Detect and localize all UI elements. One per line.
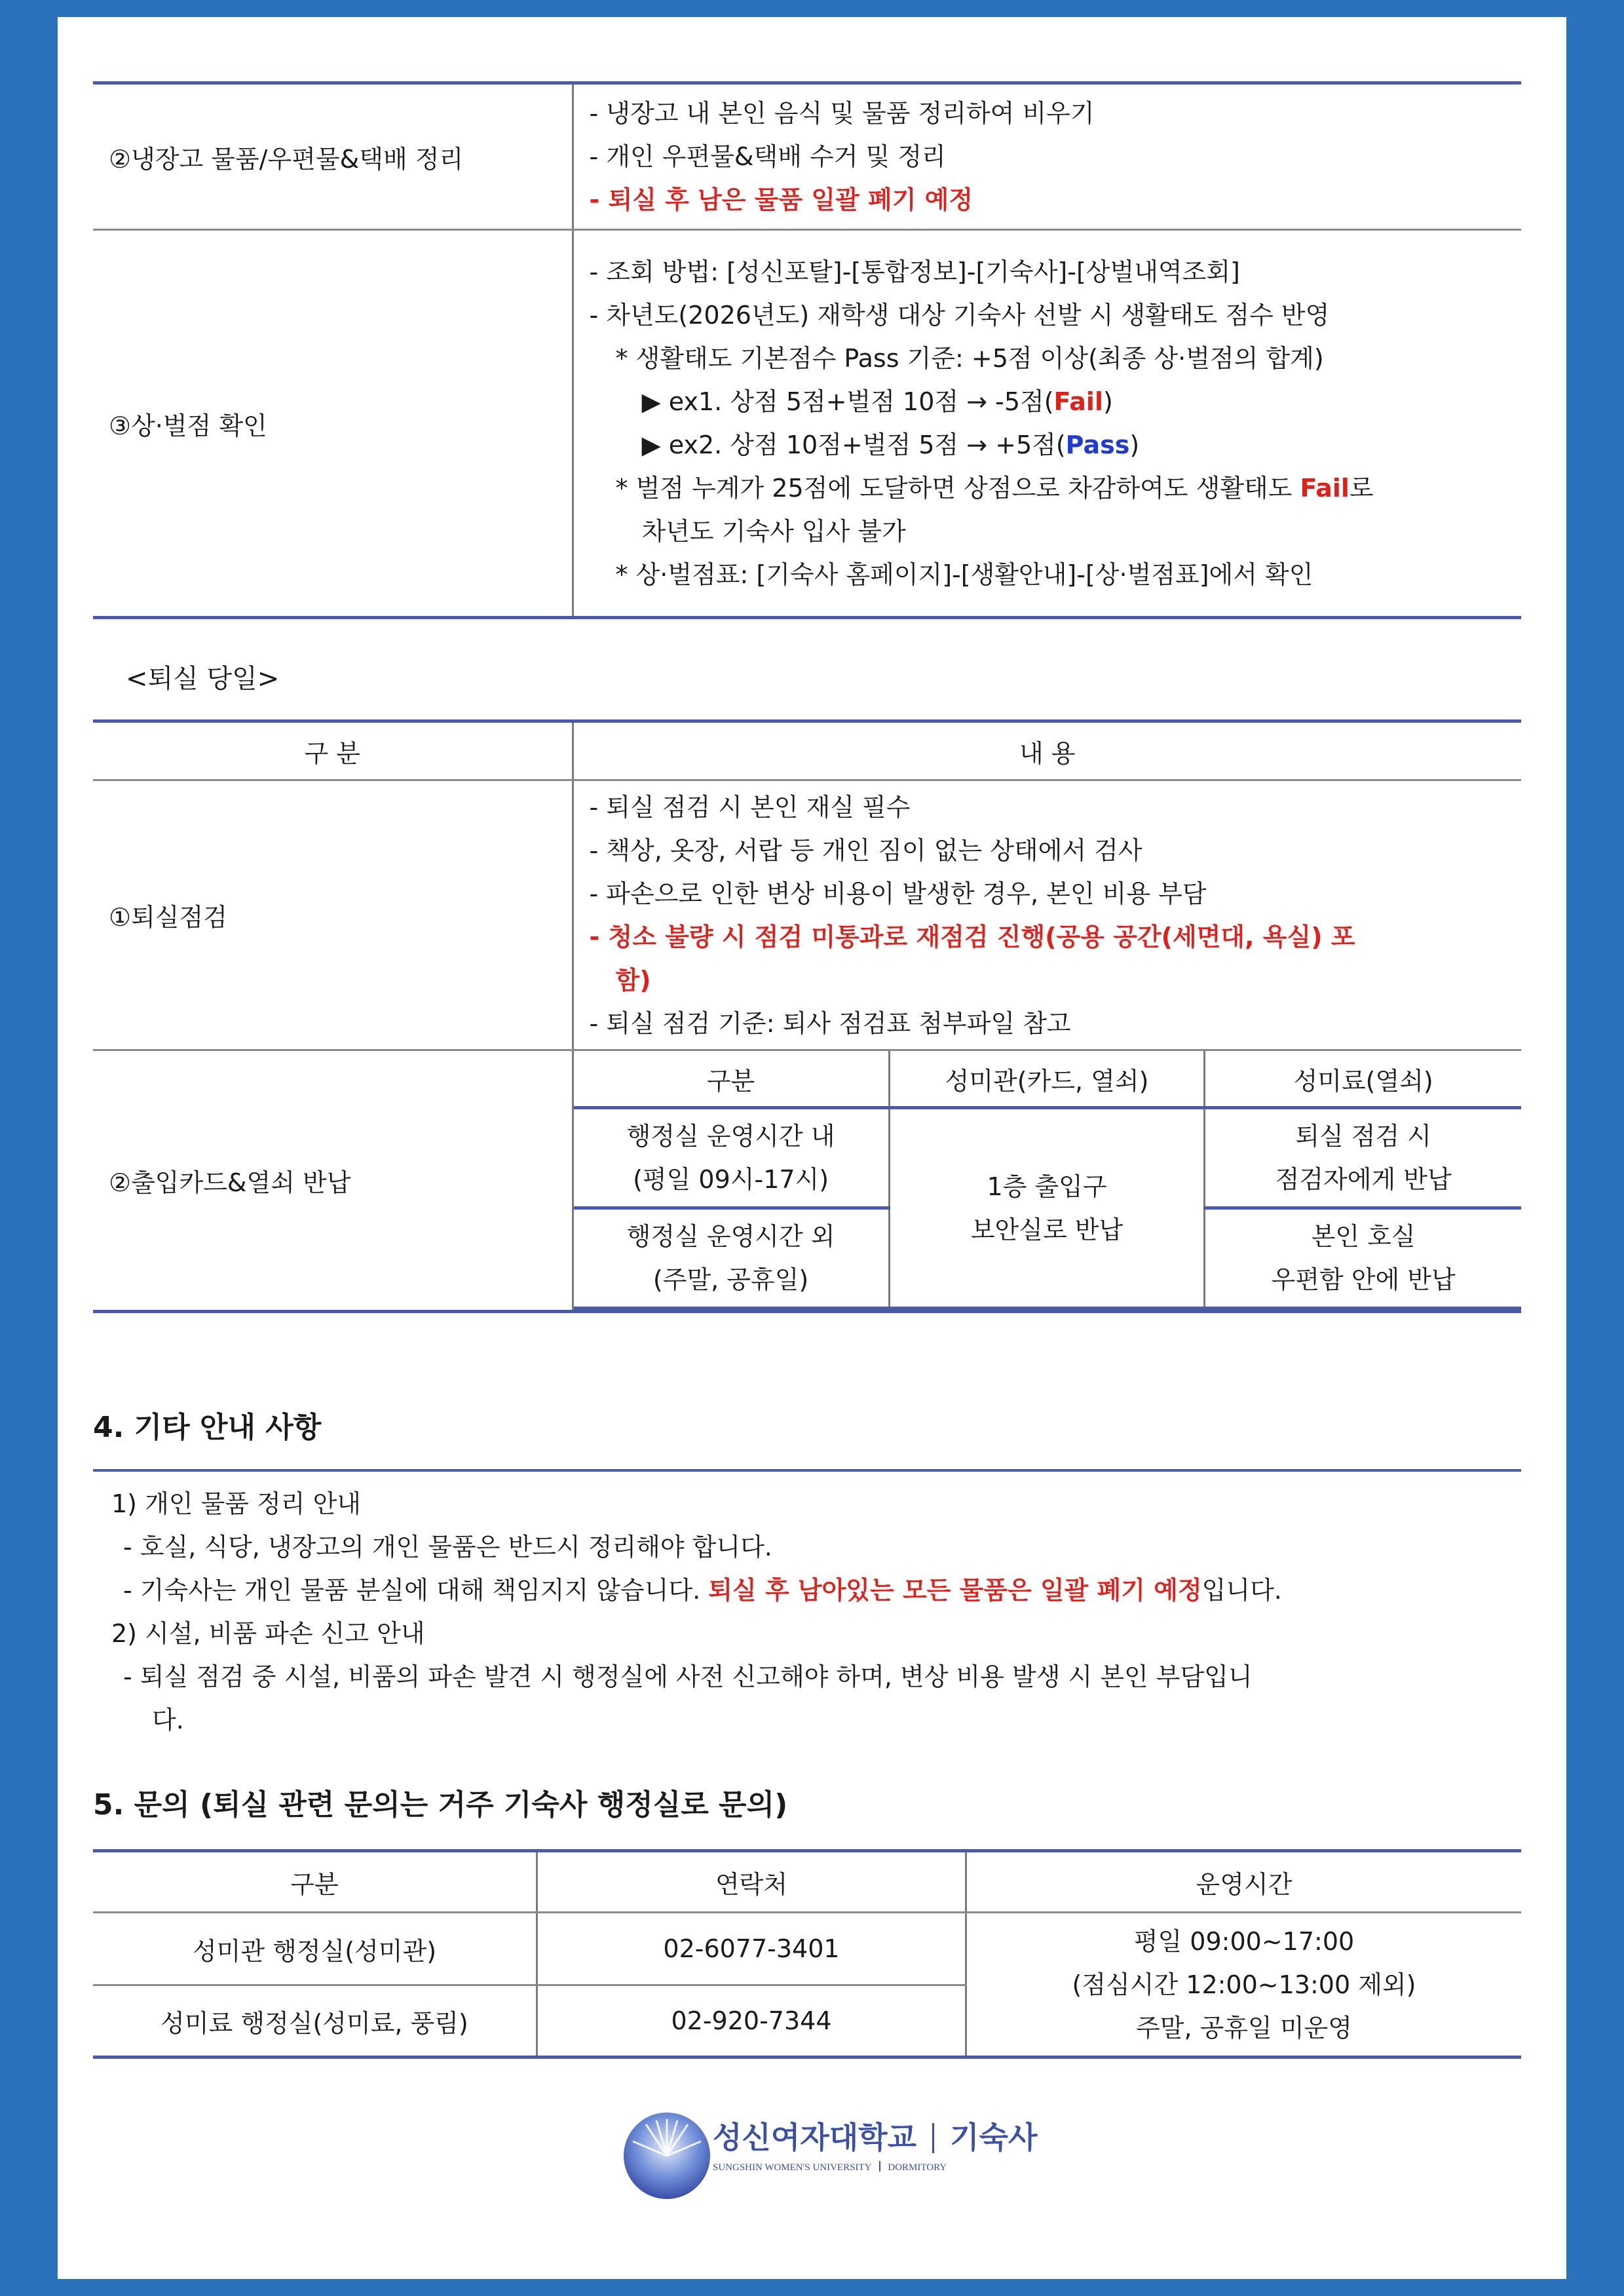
seongmi-gwan-cell: [889, 1108, 1205, 1309]
notice-heading: 1) 개인 물품 정리 안내: [111, 1489, 361, 1518]
table-header-row: [93, 1851, 1521, 1913]
return-subtable: [574, 1051, 1522, 1310]
text-span: ): [1103, 387, 1113, 416]
text-span: 로: [1349, 474, 1374, 503]
table-row: [574, 1108, 1522, 1208]
section-divider: [93, 1469, 1521, 1472]
logo-divider: [932, 2123, 934, 2153]
row-content: [573, 83, 1521, 230]
table-row: [93, 1050, 1521, 1312]
list-item: [590, 467, 1522, 510]
table-row: [93, 230, 1521, 618]
university-logo: [614, 2113, 1038, 2198]
list-item: * 생활태도 기본점수 Pass 기준: +5점 이상(최종 상·벌점의 합계): [615, 344, 1324, 373]
cell-line: 우편함 안에 반납: [1271, 1265, 1456, 1294]
logo-name-en: SUNGSHIN WOMEN'S UNIVERSITY: [713, 2162, 871, 2173]
checkout-day-table: [93, 719, 1521, 1313]
list-item: - 책상, 옷장, 서랍 등 개인 짐이 없는 상태에서 검사: [589, 835, 1142, 865]
list-item: - 개인 우편물&택배 수거 및 정리: [589, 142, 946, 171]
cell-line: 보안실로 반납: [970, 1215, 1124, 1244]
office-hours: [966, 1913, 1522, 2057]
list-item: - 퇴실 점검 시 본인 재실 필수: [589, 792, 911, 822]
section-4-title: 4. 기타 안내 사항: [93, 1411, 322, 1444]
logo-text: [713, 2114, 1037, 2157]
logo-dept-en: DORMITORY: [888, 2162, 947, 2173]
cell-line: 점검자에게 반납: [1275, 1165, 1452, 1194]
cell-line: 주말, 공휴일 미운영: [1136, 2013, 1352, 2042]
pre-checkout-table: [93, 81, 1521, 619]
cell-line: 행정실 운영시간 외: [626, 1222, 835, 1251]
contact-table: [93, 1849, 1521, 2059]
row-label: ①퇴실점검: [93, 780, 573, 1050]
in-hours-cell: [574, 1108, 890, 1208]
fail-mark: Fail: [1053, 387, 1103, 416]
text-span: ▶ ex2. 상점 10점+벌점 5점 → +5점(: [641, 430, 1066, 459]
out-hours-ryo-cell: [1205, 1208, 1521, 1309]
column-header: 운영시간: [966, 1851, 1522, 1913]
warning-item: 함): [615, 965, 651, 995]
list-item: [590, 380, 1522, 423]
return-subtable-cell: [573, 1050, 1521, 1312]
cell-line: 평일 09:00~17:00: [1133, 1926, 1355, 1956]
text-span: - 기숙사는 개인 물품 분실에 대해 책임지지 않습니다.: [123, 1576, 709, 1605]
cell-line: 본인 호실: [1311, 1222, 1416, 1251]
section-5-title: 5. 문의 (퇴실 관련 문의는 거주 기숙사 행정실로 문의): [93, 1788, 788, 1822]
row-content: [573, 780, 1521, 1050]
table-row: [93, 780, 1521, 1050]
pass-mark: Pass: [1065, 430, 1130, 459]
text-span: ▶ ex1. 상점 5점+벌점 10점 → -5점(: [641, 387, 1054, 416]
notice-heading: 2) 시설, 비품 파손 신고 안내: [111, 1619, 425, 1648]
cell-line: (주말, 공휴일): [652, 1265, 809, 1294]
warning-text: 퇴실 후 남아있는 모든 물품은 일괄 폐기 예정: [708, 1576, 1202, 1605]
cell-line: (점심시간 12:00~13:00 제외): [1072, 1970, 1416, 1999]
row-label: ③상·벌점 확인: [93, 230, 573, 618]
warning-item: - 청소 불량 시 점검 미통과로 재점검 진행(공용 공간(세면대, 욕실) 포: [589, 922, 1355, 951]
table-row: [93, 83, 1521, 230]
notice-item: 다.: [152, 1706, 184, 1734]
list-item: - 조회 방법: [성신포탈]-[통합정보]-[기숙사]-[상벌내역조회]: [589, 258, 1240, 286]
list-item: [590, 423, 1522, 467]
list-item: - 퇴실 점검 기준: 퇴사 점검표 첨부파일 참고: [589, 1008, 1071, 1038]
row-content: [573, 230, 1521, 618]
logo-divider: [879, 2161, 880, 2172]
list-item: - 냉장고 내 본인 음식 및 물품 정리하여 비우기: [589, 99, 1095, 128]
notice-item: - 호실, 식당, 냉장고의 개인 물품은 반드시 정리해야 합니다.: [123, 1533, 772, 1561]
checkout-day-heading: <퇴실 당일>: [126, 664, 280, 694]
table-row: [93, 1913, 1521, 1985]
column-header: 구분: [574, 1051, 890, 1108]
column-header: 연락처: [537, 1851, 966, 1913]
column-header: 구 분: [93, 721, 573, 780]
cell-line: (평일 09시-17시): [633, 1165, 829, 1194]
row-label: ②냉장고 물품/우편물&택배 정리: [93, 83, 573, 230]
logo-dept-ko: 기숙사: [950, 2120, 1038, 2155]
table-header-row: [93, 721, 1521, 780]
cell-line: 행정실 운영시간 내: [626, 1122, 835, 1151]
list-item: * 상·벌점표: [기숙사 홈페이지]-[생활안내]-[상·벌점표]에서 확인: [615, 560, 1313, 589]
text-span: * 벌점 누계가 25점에 도달하면 상점으로 차감하여도 생활태도: [615, 474, 1300, 503]
out-hours-cell: [574, 1208, 890, 1309]
office-name: 성미관 행정실(성미관): [93, 1913, 537, 1985]
row-label: ②출입카드&열쇠 반납: [93, 1050, 573, 1312]
warning-item: - 퇴실 후 남은 물품 일괄 폐기 예정: [589, 185, 973, 214]
emblem-icon: [614, 2103, 719, 2208]
notice-item: - 퇴실 점검 중 시설, 비품의 파손 발견 시 행정실에 사전 신고해야 하며, 변상 비용 발생 시 본인 부담입니: [123, 1662, 1253, 1691]
list-item: - 차년도(2026년도) 재학생 대상 기숙사 선발 시 생활태도 점수 반영: [589, 301, 1330, 330]
text-span: 입니다.: [1201, 1576, 1282, 1605]
logo-name-ko: 성신여자대학교: [713, 2120, 917, 2155]
cell-line: 퇴실 점검 시: [1295, 1122, 1432, 1151]
column-header: 구분: [93, 1851, 537, 1913]
list-item: - 파손으로 인한 변상 비용이 발생한 경우, 본인 비용 부담: [589, 879, 1207, 908]
in-hours-ryo-cell: [1205, 1108, 1521, 1208]
cell-line: 1층 출입구: [987, 1172, 1107, 1201]
office-name: 성미료 행정실(성미료, 풍림): [93, 1985, 537, 2057]
notice-list: [111, 1482, 1282, 1742]
office-phone: 02-6077-3401: [537, 1913, 966, 1985]
office-phone: 02-920-7344: [537, 1985, 966, 2057]
table-header-row: [574, 1051, 1522, 1108]
column-header: 성미료(열쇠): [1205, 1051, 1521, 1108]
column-header: 성미관(카드, 열쇠): [889, 1051, 1205, 1108]
text-span: ): [1129, 430, 1140, 459]
logo-text-en: [713, 2161, 947, 2173]
column-header: 내 용: [573, 721, 1521, 780]
list-item: 차년도 기숙사 입사 불가: [641, 517, 906, 546]
fail-mark: Fail: [1300, 474, 1350, 503]
notice-item: [111, 1569, 1282, 1612]
